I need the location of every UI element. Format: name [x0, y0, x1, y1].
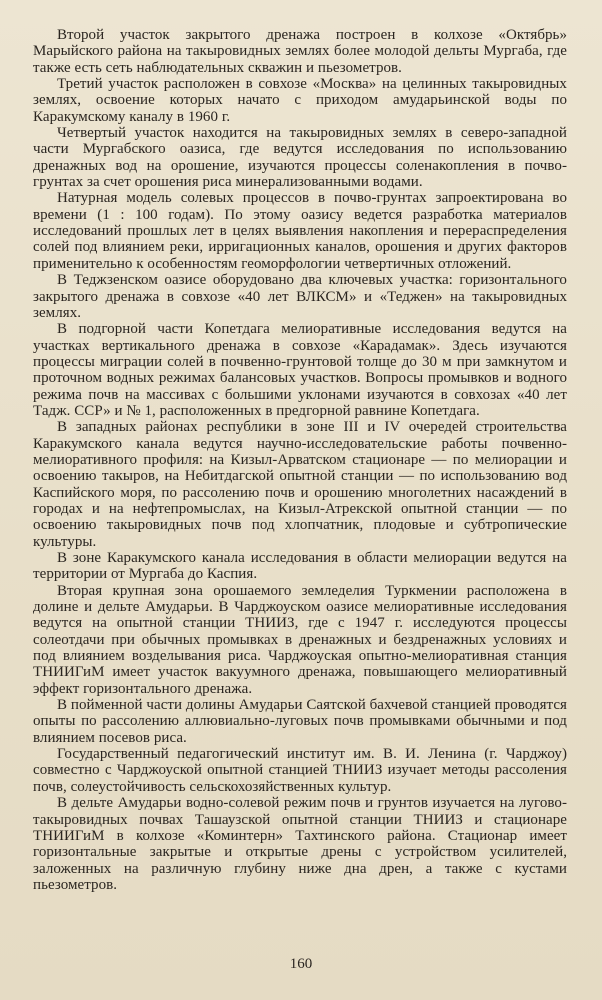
paragraph: Государственный педагогический институт им. В. И. Ленина (г. Чарджоу) совместно с Чарджоуской опытной станцией ТНИИЗ изучает методы рассоления почв, солеустойчивость сельскохозяйственных культур. [33, 746, 567, 795]
paragraph: Второй участок закрытого дренажа построен в колхозе «Октябрь» Марыйского района на такыровидных землях более молодой дельты Мургаба, где также есть сеть наблюдательных скважин и пьезометров. [33, 27, 567, 76]
paragraph: Натурная модель солевых процессов в почво-грунтах запроектирована во времени (1 : 100 годам). По этому оазису ведется разработка материалов исследований прошлых лет в целях выявления накопления и перераспределения солей под влиянием реки, ирригационных каналов, орошения и других факторов применительно к особенностям геоморфологии четвертичных отложений. [33, 190, 567, 272]
page-body-text [33, 27, 567, 893]
paragraph: В подгорной части Копетдага мелиоративные исследования ведутся на участках вертикального дренажа в совхозе «Карадамак». Здесь изучаются процессы миграции солей в почвенно-грунтовой толще до 30 м при замкнутом и проточном водных режимах балансовых участков. Вопросы промывков и водного режима почв на массивах с большими уклонами изучаются в совхозах «40 лет Тадж. ССР» и № 1, расположенных в предгорной равнине Копетдага. [33, 321, 567, 419]
paragraph: Четвертый участок находится на такыровидных землях в северо-западной части Мургабского оазиса, где ведутся исследования по использованию дренажных вод на орошение, изучаются процессы соленакопления в почво-грунтах за счет орошения риса минерализованными водами. [33, 125, 567, 191]
page-number: 160 [289, 956, 313, 972]
paragraph: В зоне Каракумского канала исследования в области мелиорации ведутся на территории от Мургаба до Каспия. [33, 550, 567, 583]
paragraph: Третий участок расположен в совхозе «Москва» на целинных такыровидных землях, освоение которых начато с приходом амударьинской воды по Каракумскому каналу в 1960 г. [33, 76, 567, 125]
paragraph: В пойменной части долины Амударьи Саятской бахчевой станцией проводятся опыты по рассолению аллювиально-луговых почв промывками обычными и под влиянием посевов риса. [33, 697, 567, 746]
paragraph: В дельте Амударьи водно-солевой режим почв и грунтов изучается на лугово-такыровидных почвах Ташаузской опытной станции ТНИИЗ и стационаре ТНИИГиМ в колхозе «Коминтерн» Тахтинского района. Стационар имеет горизонтальные закрытые и открытые дрены с устройством усилителей, заложенных на различную глубину ниже дна дрен, а также с кустами пьезометров. [33, 795, 567, 893]
paragraph: В Теджзенском оазисе оборудовано два ключевых участка: горизонтального закрытого дренажа в совхозе «40 лет ВЛКСМ» и «Теджен» на такыровидных землях. [33, 272, 567, 321]
paragraph: В западных районах республики в зоне III и IV очередей строительства Каракумского канала ведутся научно-исследовательские работы почвенно-мелиоративного профиля: на Кизыл-Арватском стационаре — по мелиорации и освоению такыров, на Небитдагской опытной станции — по использованию вод Каспийского моря, по рассолению почв и орошению многолетних насаждений в городах и на нефтепромыслах, на Кизыл-Атрекской опытной станции — по освоению такыровидных почв под хлопчатник, плодовые и субтропические культуры. [33, 419, 567, 550]
paragraph: Вторая крупная зона орошаемого земледелия Туркмении расположена в долине и дельте Амударьи. В Чарджоуском оазисе мелиоративные исследования ведутся на опытной станции ТНИИЗ, где с 1947 г. исследуются процессы солеотдачи при обычных промывках в дренажных и бездренажных условиях и под влиянием возделывания риса. Чарджоуская опытно-мелиоративная станция ТНИИГиМ имеет участок вакуумного дренажа, повышающего мелиоративный эффект горизонтального дренажа. [33, 582, 567, 697]
